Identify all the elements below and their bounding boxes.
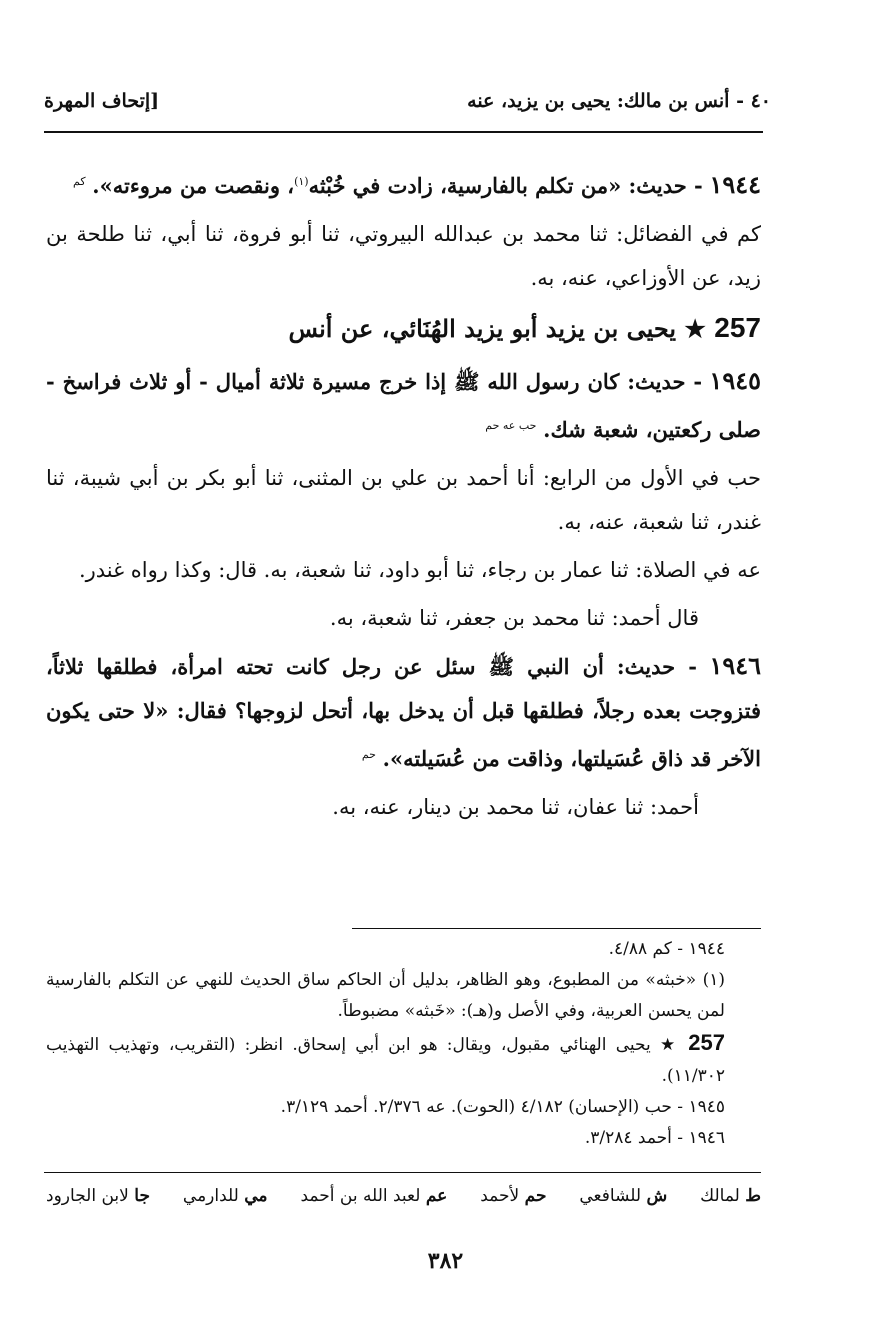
abbreviation-item: عم لعبد الله بن أحمد <box>300 1186 448 1206</box>
isnad-line: قال أحمد: ثنا محمد بن جعفر، ثنا شعبة، به. <box>329 606 699 630</box>
footnote-line: ١٩٤٥ - حب (الإحسان) ٤/١٨٢ (الحوت). عه ٢/٣٧٦. أحمد ٣/١٢٩. <box>280 1097 725 1117</box>
hadith-number: ١٩٤٤ <box>709 170 761 199</box>
abbreviation-item: جا لابن الجارود <box>46 1186 150 1206</box>
hadith-entry <box>46 644 761 781</box>
footnote-line: (١) «خبثه» من المطبوع، وهو الظاهر، بدليل أن الحاكم ساق الحديث للنهي عن التكلم بالفارسية لمن يحسن العربية، وفي الأصل و(هـ): «خَبثه» مضبوطاً. <box>46 970 725 1021</box>
main-text <box>46 160 761 833</box>
narrator-title: يحيى بن يزيد أبو يزيد الهُنَائي، عن أنس <box>288 314 677 343</box>
footnotes <box>46 934 761 1154</box>
source-marker: حب عه حم <box>485 419 537 432</box>
isnad-line: كم في الفضائل: ثنا محمد بن عبدالله البيروتي، ثنا أبو فروة، ثنا أبي، ثنا طلحة بن زيد، عن الأوزاعي، عنه، به. <box>46 222 761 290</box>
hadith-text: - حديث: كان رسول الله ﷺ إذا خرج مسيرة ثلاثة أميال - أو ثلاث فراسخ - صلى ركعتين، شعبة شك. <box>46 369 761 442</box>
running-header <box>44 86 771 116</box>
isnad-line: حب في الأول من الرابع: أنا أحمد بن علي بن المثنى، ثنا أبو بكر بن أبي شيبة، ثنا غندر، ثنا شعبة، عنه، به. <box>46 466 761 534</box>
source-marker: كم <box>73 175 86 188</box>
footnote-text: يحيى الهنائي مقبول، ويقال: هو ابن أبي إسحاق. انظر: (التقريب، وتهذيب التهذيب ١١/٣٠٢). <box>46 1035 725 1086</box>
isnad-line: أحمد: ثنا عفان، ثنا محمد بن دينار، عنه، به. <box>332 795 699 819</box>
abbreviation-rule <box>44 1172 761 1173</box>
isnad-line: عه في الصلاة: ثنا عمار بن رجاء، ثنا أبو داود، ثنا شعبة، به. قال: وكذا رواه غندر. <box>78 558 761 582</box>
abbreviation-item: ش للشافعي <box>579 1186 668 1206</box>
abbreviation-item: ط لمالك <box>700 1186 761 1206</box>
footnote-line <box>46 1027 761 1092</box>
footnote-line: ١٩٤٦ - أحمد ٣/٢٨٤. <box>584 1128 725 1148</box>
page-number: ٣٨٢ <box>427 1248 464 1274</box>
header-book-title: [إتحاف المهرة <box>44 90 160 112</box>
abbreviation-key <box>46 1186 761 1206</box>
hadith-text-cont: ، ونقصت من مروءته». <box>92 173 295 198</box>
star-icon: ★ <box>659 1035 680 1055</box>
narrator-number: 257 <box>714 312 761 343</box>
footnote-line: ١٩٤٤ - كم ٤/٨٨. <box>608 939 725 959</box>
abbreviation-item: مي للدارمي <box>182 1186 268 1206</box>
footnote-rule <box>352 928 761 929</box>
hadith-entry <box>46 359 761 452</box>
footnote-marker: (١) <box>294 175 309 188</box>
source-marker: حم <box>361 748 376 761</box>
narrator-heading <box>46 304 761 353</box>
hadith-entry <box>46 160 761 208</box>
hadith-number: ١٩٤٥ <box>709 366 761 395</box>
hadith-number: ١٩٤٦ <box>709 651 761 680</box>
star-icon: ★ <box>684 314 706 343</box>
footnote-star-number: 257 <box>688 1030 726 1055</box>
hadith-text: - حديث: «من تكلم بالفارسية، زادت في خُبْثه <box>308 173 703 198</box>
header-rule <box>44 131 763 133</box>
header-chapter: ٤٠ - أنس بن مالك: يحيى بن يزيد، عنه <box>467 90 771 112</box>
abbreviation-item: حم لأحمد <box>480 1186 547 1206</box>
hadith-text: - حديث: أن النبي ﷺ سئل عن رجل كانت تحته امرأة، فطلقها ثلاثاً، فتزوجت بعده رجلاً، فطلقها قبل أن يدخل بها، أتحل لزوجها؟ فقال: «لا حتى يكون الآخر قد ذاق عُسَيلتها، وذاقت من عُسَيلته». <box>46 654 761 771</box>
